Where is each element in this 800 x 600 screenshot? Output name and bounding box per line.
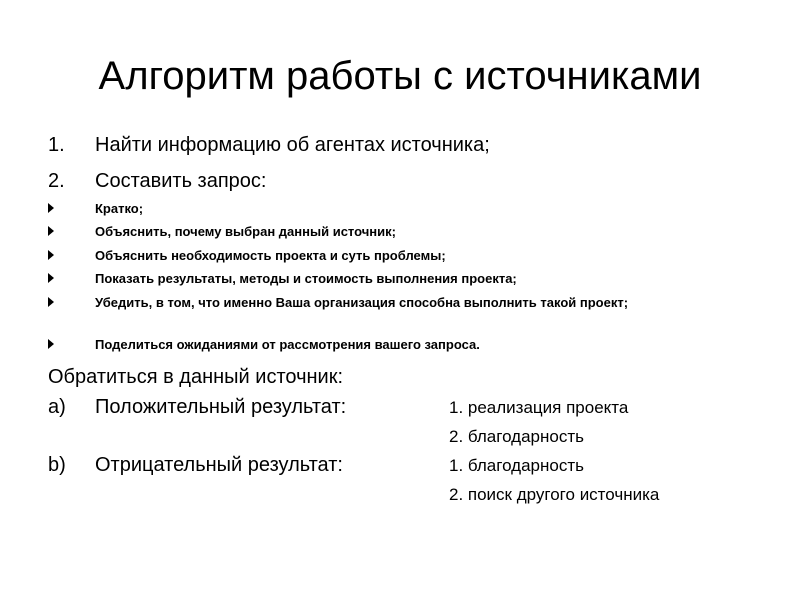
outcome-negative-item-2: 2. поиск другого источника <box>449 485 660 504</box>
outcome-positive-item-2: 2. благодарность <box>449 427 584 446</box>
bullet-text: Показать результаты, методы и стоимость выполнения проекта; <box>95 271 517 286</box>
item-text: Найти информацию об агентах источника; <box>95 134 490 156</box>
bullet-arrow-icon <box>48 250 54 260</box>
bullet-text: Объяснить необходимость проекта и суть проблемы; <box>95 248 446 263</box>
bullet-text: Убедить, в том, что именно Ваша организация способна выполнить такой проект; <box>95 295 629 310</box>
outcome-label: Отрицательный результат: <box>95 454 343 476</box>
bullet-arrow-icon <box>48 339 54 349</box>
outcome-marker: b) <box>48 454 66 476</box>
outcome-marker: a) <box>48 396 66 418</box>
bullet-arrow-icon <box>48 203 54 213</box>
outcome-label: Положительный результат: <box>95 396 347 418</box>
slide-title: Алгоритм работы с источниками <box>98 54 702 98</box>
bullet-text: Поделиться ожиданиями от рассмотрения вашего запроса. <box>95 337 480 352</box>
bullet-arrow-icon <box>48 273 54 283</box>
item-text: Составить запрос: <box>95 170 267 192</box>
outcome-positive-item-1: 1. реализация проекта <box>449 398 629 417</box>
bullet-text: Кратко; <box>95 201 144 216</box>
item-number: 2. <box>48 170 65 192</box>
bullet-text: Объяснить, почему выбран данный источник; <box>95 224 396 239</box>
bullet-arrow-icon <box>48 297 54 307</box>
item-number: 1. <box>48 134 65 156</box>
outcome-negative-item-1: 1. благодарность <box>449 456 584 475</box>
contact-line: Обратиться в данный источник: <box>48 366 344 388</box>
bullet-arrow-icon <box>48 226 54 236</box>
